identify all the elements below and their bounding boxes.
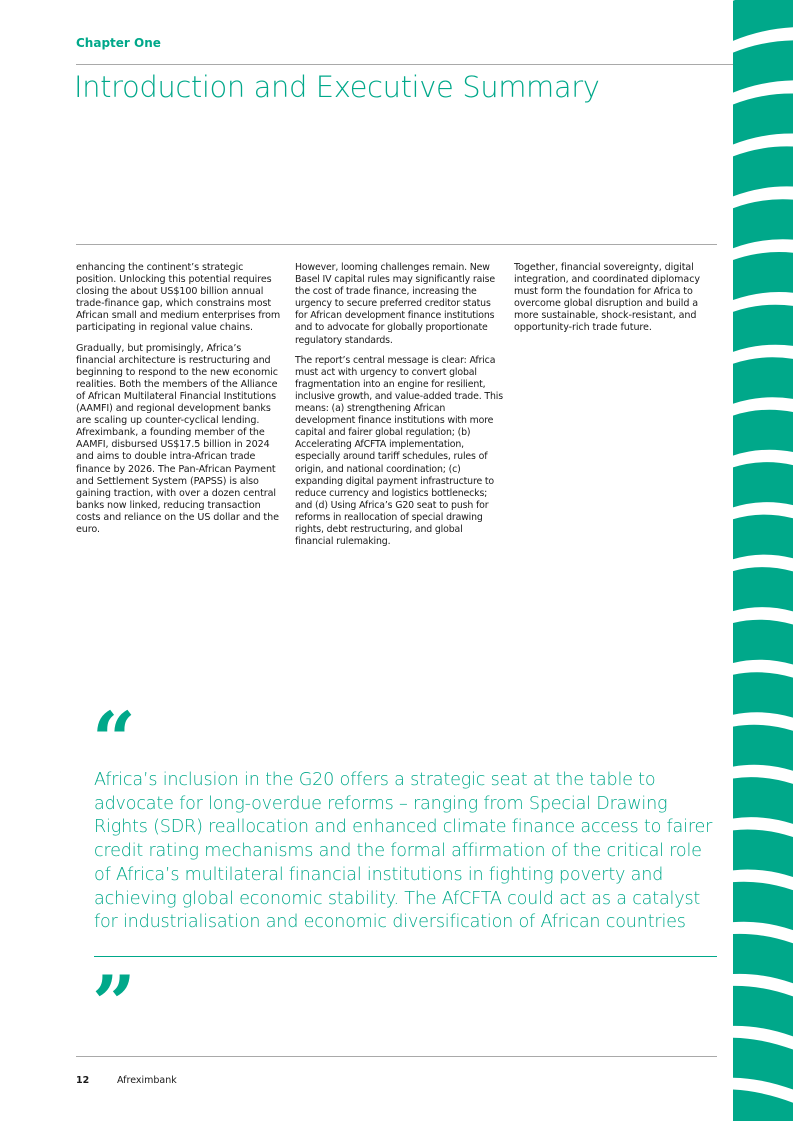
paragraph: Gradually, but promisingly, Africa’s financial architecture is restructuring and beginning to respond to the new economic realities. Both the members of the Alliance of African Multilateral Financial Institutions (AAMFI) and regional development banks are scaling up counter-cyclical lending. Afreximbank, a founding member of the AAMFI, disbursed US$17.5 billion in 2024 and aims to double intra-African trade finance by 2026. The Pan-African Payment and Settlement System (PAPSS) is also gaining traction, with over a dozen central banks now linked, reducing transaction costs and reliance on the US dollar and the euro. bbox=[76, 342, 279, 535]
pull-quote-text: Africa’s inclusion in the G20 offers a strategic seat at the table to advocate for long-overdue reforms – ranging from Special Drawing Rights (SDR) reallocation and enhanced climate finance access to fairer credit rating mechanisms and the formal affirmation of the critical role of Africa’s multilateral financial institutions in fighting poverty and achieving global economic stability. The AfCFTA could act as a catalyst for industrialisation and economic diversification of African countries bbox=[94, 770, 713, 933]
stripe bbox=[733, 146, 793, 196]
stripe bbox=[733, 882, 793, 931]
decorative-stripes bbox=[733, 0, 793, 1121]
stripe bbox=[733, 567, 793, 612]
paragraph: However, looming challenges remain. New Basel IV capital rules may significantly raise the cost of trade finance, increasing the urgency to secure preferred creditor status for African development finance institutions and to advocate for globally proportionate regulatory standards. bbox=[295, 262, 495, 346]
paragraph: Together, financial sovereignty, digital integration, and coordinated diplomacy must form the foundation for Africa to overcome global disruption and build a more sustainable, shock-resistant, and opportunity-rich trade future. bbox=[514, 262, 700, 334]
stripe bbox=[733, 93, 793, 144]
stripe bbox=[733, 1090, 793, 1121]
close-quote-mark: ” bbox=[92, 959, 136, 1048]
paragraph: enhancing the continent’s strategic position. Unlocking this potential requires closing the about US$100 billion annual trade-finance gap, which constrains most African small and medium enterprises from participating in regional value chains. bbox=[76, 262, 281, 334]
stripe bbox=[733, 620, 793, 665]
chapter-label: Chapter One bbox=[76, 36, 161, 50]
open-quote-mark: “ bbox=[92, 695, 136, 784]
stripe bbox=[733, 357, 793, 403]
header-rule bbox=[76, 64, 741, 65]
stripe bbox=[733, 252, 793, 300]
page-title: Introduction and Executive Summary bbox=[74, 70, 600, 104]
stripe bbox=[733, 199, 793, 248]
stripe bbox=[733, 462, 793, 507]
text-column-2 bbox=[295, 262, 503, 556]
stripe bbox=[733, 777, 793, 824]
stripe bbox=[733, 725, 793, 772]
body-top-rule bbox=[76, 244, 717, 245]
stripe bbox=[733, 515, 793, 560]
footer-rule bbox=[76, 1056, 717, 1057]
pull-quote-rule bbox=[94, 956, 717, 957]
stripe bbox=[733, 305, 793, 352]
stripe bbox=[733, 0, 793, 41]
stripe bbox=[733, 1038, 793, 1091]
stripe bbox=[733, 934, 793, 984]
stripe bbox=[733, 829, 793, 877]
stripe bbox=[733, 672, 793, 718]
publisher-name: Afreximbank bbox=[117, 1075, 177, 1086]
stripe bbox=[733, 410, 793, 456]
text-column-1 bbox=[76, 262, 282, 544]
stripe bbox=[733, 40, 793, 92]
page-number: 12 bbox=[76, 1075, 90, 1086]
text-column-3 bbox=[514, 262, 720, 343]
stripe bbox=[733, 986, 793, 1037]
paragraph: The report’s central message is clear: Africa must act with urgency to convert global fragmentation into an engine for resilient, inclusive growth, and value-added trade. This means: (a) strengthening African development finance institutions with more capital and fairer global regulation; (b) Accelerating AfCFTA implementation, especially around tariff schedules, rules of origin, and national coordination; (c) expanding digital payment infrastructure to reduce currency and logistics bottlenecks; and (d) Using Africa’s G20 seat to push for reforms in reallocation of special drawing rights, debt restructuring, and global financial rulemaking. bbox=[295, 354, 503, 548]
